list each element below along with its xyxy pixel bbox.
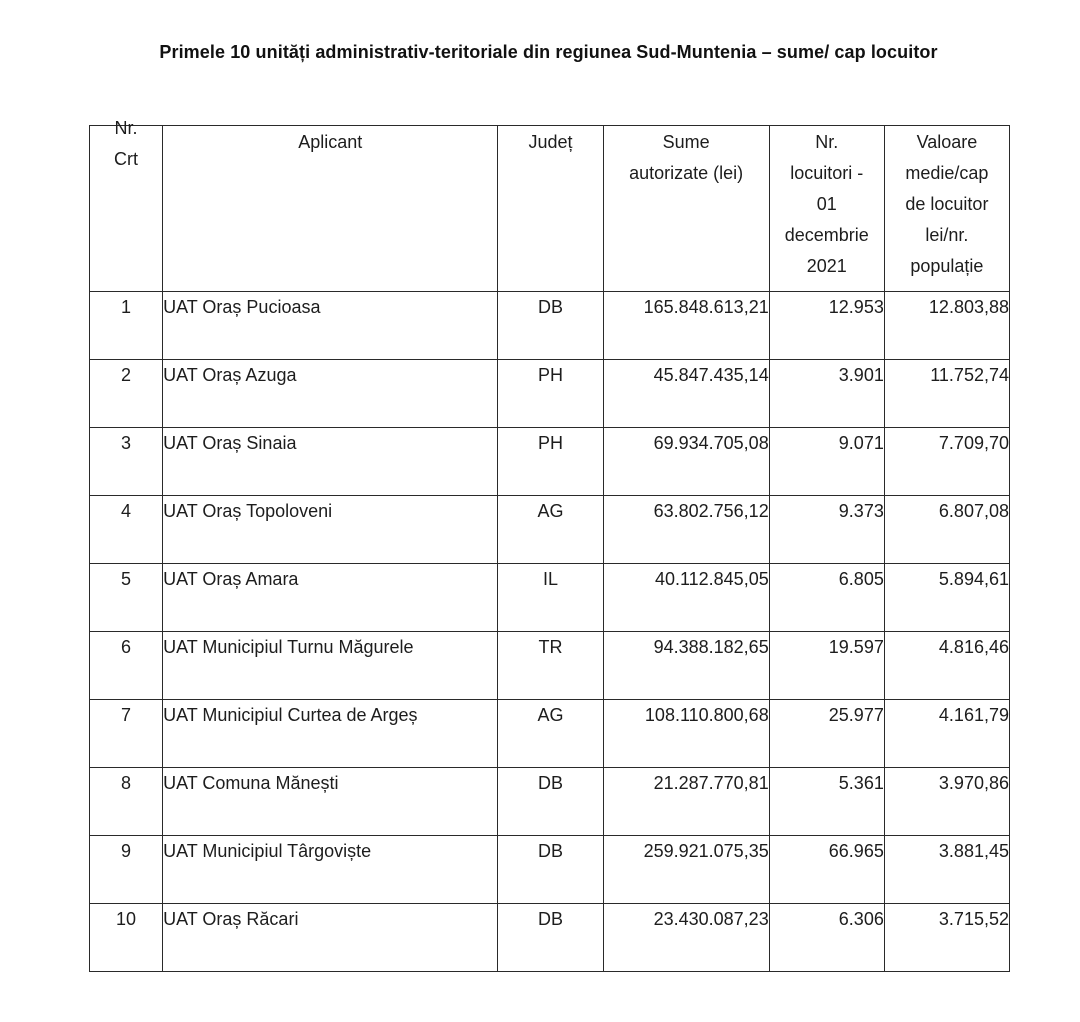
header-locuitori-line-3: 01 <box>816 194 837 214</box>
cell-judet: DB <box>498 292 603 360</box>
header-valoare-line-1: Valoare <box>916 132 978 152</box>
header-locuitori-line-4: decembrie <box>784 225 869 245</box>
data-table <box>89 118 1010 972</box>
cell-nr-locuitori: 6.805 <box>769 564 884 632</box>
header-sume <box>603 126 769 292</box>
header-locuitori-line-1: Nr. <box>815 132 839 152</box>
cell-nr: 3 <box>90 428 163 496</box>
cell-sume-autorizate: 45.847.435,14 <box>603 360 769 428</box>
cell-applicant: UAT Oraș Topoloveni <box>163 496 498 564</box>
cell-nr: 10 <box>90 904 163 972</box>
header-nr-crt <box>90 118 163 292</box>
header-valoare-line-3: de locuitor <box>905 194 989 214</box>
cell-nr-locuitori: 6.306 <box>769 904 884 972</box>
header-judet <box>498 126 603 292</box>
cell-valoare-medie: 6.807,08 <box>884 496 1009 564</box>
header-applicant-line: Aplicant <box>298 132 363 152</box>
cell-applicant: UAT Oraș Pucioasa <box>163 292 498 360</box>
cell-nr-locuitori: 9.373 <box>769 496 884 564</box>
header-valoare-line-4: lei/nr. <box>925 225 969 245</box>
header-nr-line: Nr. <box>114 118 138 138</box>
cell-sume-autorizate: 69.934.705,08 <box>603 428 769 496</box>
table-row <box>90 904 1010 972</box>
table-row <box>90 292 1010 360</box>
cell-sume-autorizate: 108.110.800,68 <box>603 700 769 768</box>
cell-judet: PH <box>498 360 603 428</box>
cell-valoare-medie: 4.816,46 <box>884 632 1009 700</box>
header-locuitori-line-5: 2021 <box>806 256 847 276</box>
cell-nr-locuitori: 5.361 <box>769 768 884 836</box>
cell-nr-locuitori: 66.965 <box>769 836 884 904</box>
cell-valoare-medie: 4.161,79 <box>884 700 1009 768</box>
header-sume-line-2: autorizate (lei) <box>629 163 744 183</box>
cell-sume-autorizate: 165.848.613,21 <box>603 292 769 360</box>
cell-judet: TR <box>498 632 603 700</box>
header-valoare <box>884 126 1009 292</box>
cell-nr: 6 <box>90 632 163 700</box>
cell-judet: AG <box>498 496 603 564</box>
cell-nr: 9 <box>90 836 163 904</box>
cell-nr: 5 <box>90 564 163 632</box>
table-row <box>90 768 1010 836</box>
cell-valoare-medie: 7.709,70 <box>884 428 1009 496</box>
cell-judet: PH <box>498 428 603 496</box>
cell-nr: 4 <box>90 496 163 564</box>
table-row <box>90 496 1010 564</box>
cell-judet: AG <box>498 700 603 768</box>
table-row <box>90 564 1010 632</box>
cell-judet: DB <box>498 768 603 836</box>
cell-nr: 2 <box>90 360 163 428</box>
table-row <box>90 632 1010 700</box>
header-valoare-line-2: medie/cap <box>905 163 989 183</box>
cell-applicant: UAT Oraș Amara <box>163 564 498 632</box>
cell-nr-locuitori: 3.901 <box>769 360 884 428</box>
cell-valoare-medie: 12.803,88 <box>884 292 1009 360</box>
header-judet-line: Județ <box>528 132 573 152</box>
header-applicant <box>163 126 498 292</box>
document-title: Primele 10 unități administrativ-teritoriale din regiunea Sud-Muntenia – sume/ cap locuitor <box>159 42 938 62</box>
cell-nr-locuitori: 12.953 <box>769 292 884 360</box>
cell-nr: 1 <box>90 292 163 360</box>
cell-applicant: UAT Oraș Azuga <box>163 360 498 428</box>
cell-sume-autorizate: 94.388.182,65 <box>603 632 769 700</box>
table-row <box>90 428 1010 496</box>
header-locuitori-line-2: locuitori - <box>790 163 864 183</box>
cell-valoare-medie: 3.715,52 <box>884 904 1009 972</box>
cell-nr: 7 <box>90 700 163 768</box>
cell-valoare-medie: 3.970,86 <box>884 768 1009 836</box>
table-row <box>90 836 1010 904</box>
table-header-row <box>90 126 1010 292</box>
cell-nr-locuitori: 9.071 <box>769 428 884 496</box>
cell-sume-autorizate: 259.921.075,35 <box>603 836 769 904</box>
table-body <box>90 292 1010 972</box>
cell-applicant: UAT Oraș Răcari <box>163 904 498 972</box>
cell-sume-autorizate: 23.430.087,23 <box>603 904 769 972</box>
header-crt-line: Crt <box>114 149 139 169</box>
cell-judet: DB <box>498 904 603 972</box>
cell-applicant: UAT Municipiul Curtea de Argeș <box>163 700 498 768</box>
table-row <box>90 360 1010 428</box>
cell-nr-locuitori: 25.977 <box>769 700 884 768</box>
cell-applicant: UAT Comuna Mănești <box>163 768 498 836</box>
cell-applicant: UAT Municipiul Turnu Măgurele <box>163 632 498 700</box>
header-sume-line-1: Sume <box>662 132 710 152</box>
cell-nr: 8 <box>90 768 163 836</box>
table-row <box>90 700 1010 768</box>
cell-judet: DB <box>498 836 603 904</box>
cell-nr-locuitori: 19.597 <box>769 632 884 700</box>
cell-sume-autorizate: 63.802.756,12 <box>603 496 769 564</box>
cell-sume-autorizate: 40.112.845,05 <box>603 564 769 632</box>
cell-applicant: UAT Oraș Sinaia <box>163 428 498 496</box>
header-locuitori <box>769 126 884 292</box>
cell-applicant: UAT Municipiul Târgoviște <box>163 836 498 904</box>
header-valoare-line-5: populație <box>910 256 984 276</box>
cell-sume-autorizate: 21.287.770,81 <box>603 768 769 836</box>
cell-valoare-medie: 5.894,61 <box>884 564 1009 632</box>
cell-valoare-medie: 11.752,74 <box>884 360 1009 428</box>
cell-valoare-medie: 3.881,45 <box>884 836 1009 904</box>
cell-judet: IL <box>498 564 603 632</box>
